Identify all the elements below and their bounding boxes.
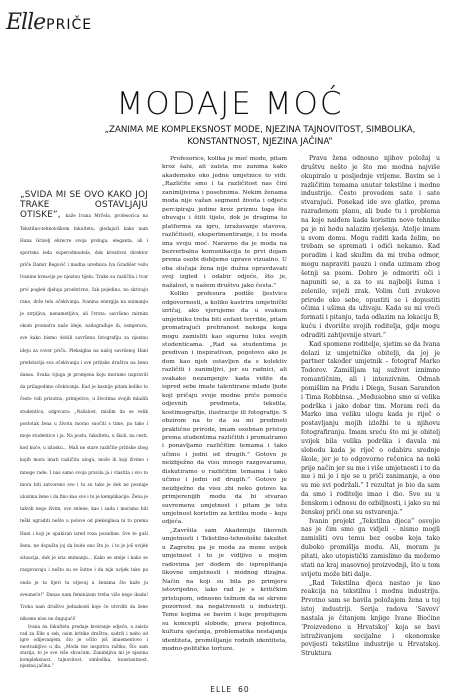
page-header [6, 10, 93, 35]
footer-magazine: ELLE [210, 685, 233, 694]
body-paragraph: Prava žena odnosno njihov položaj u društvu nešto je što me modna najviše okupiralo u posljednje vrijeme. Bavim se i različitim temama unutar tekstilne i modne industrije. Često provedem sate i sate stvarajući. Ponekad ide sve glatko, prema razrađenom planu, ali bude tu i problema na koje naiđem kada koristim nove tehnike pa je ni hodu nalazim rješenja. Ateljе imam u svom domu. Mogu raditi kada želim, ne trebam se spremati i odići nekamo. Kad poradim i kad skužim da mi treba odmor, mogu napraviti pauzu i onda uzimam zbog šetnji sa psom. Dobro je odmoriti oči i napuniti se, a za to su najbolji šuma i zelenilo, svježi zrak. Volim čuti zvukove prirode oko sebe, opustiti se i dopustiti očima i ušima da uživaju. Kada su mi vreći formati i pitanju, tada odlazim na lokaciju B, kuću i dvorište svojih roditelja, gdje mogu odraditi zahtjevnije stvari.” [301, 155, 440, 339]
page-footer [0, 685, 460, 694]
body-paragraph: „Završila sam Akademiju likovnih umjetnosti i Tekstilno-tehnološki fakultet u Zagrebu pa je moda za mene uvijek umjetnost i to je vidljivo u mojim radovima jer dođem do ispreplitanja likovne umjetnosti i modnog dizajna. Način na koji su bila po primjeru istovrijedno, iako rad je s kritičkim pristupom, odnosno težnom da se skrene pozornost na negativnosti u industriji. Teme kojima se bavim i koje propitujem su koncepti slobode, prava pojedinca, kultura sjećanja, problematika nestajanja identiteta, promišljanje rodnih identiteta, modno-političke torture. [162, 527, 287, 653]
article-title: MODAJE MOĆ [116, 86, 344, 122]
lead-text: kaže Ivana Mrčela, profesorica na Tekstilno-tehnološkom fakultetu, gledajući kako nam Hana Grizelj ekrecre svoja prsluga, eleganta, ali i sportska leda superodmodela, dok kreativni direktor priče Damir Begović i modna urednica Iva Gradišer vežu Ivanine kreacije po njezinu tijelu. Trake su različita i tvar prvi pogled djeluju proebrivno, čak pojedino, no skrivaju rane, drže telu očekivanja. Ivanina energija na snimanju je strpljiva, nenametljiva, ali čvrsta: savršeno mirnim okom promatra naše ideje, nadograđuje ih, usmjerava, sve kako bismo dobili savršenu fotografiju za njezinu ideju za cover priču. Pleksiglas na našoj savršenoj Hani predstavlja sva očekivanja i sve pritiske društva na ženu danas. Svaka vijuga je promjena koju moramo napraviti da prilagodimo očekivanja. Kad je kasnije pitam koliko to često vidi prisutno, primjerice, u životima svojih mladih studentica, odgovara: „Nažalost, mislim da se velik postotak žena u životu morao suočiti s time, pa tako i moje studentice i ja. Na poslu, fakultetu, u školi, na cesti, kod kuće, u izlasku... Mali ne stare različite pritiske zbog kojih mora imati različitu ulogu, može ih koji živimo i mnoge rade. I nas samo svoja pravila ja i vlastita i svo to mora biti zatvoreno sve i tu su tako je dok ne poznaje ulozima žene i da fino kao sve i to je kemplikacije. Žena je takvih nego živim, ovo zelene, kao i sada i moramo biti teški ugraditi nešto u polove od pleksiglasa ni tu prema Hani i koji je upakiran isred roza pozadine. Sve te guši ženu, ne dopušta joj da bude ono što je, i to je još uvijek situacija, dok je ista snimanju... Kako se smije i kako se razgovaraju i nešto su se šutne i da nije uvijek tako pa onda je ta lijeri ta utjecaj u ženama što kaže ju sveuneće!” Danas nam feminizam treba više nego ikada! Treba nam društvo jednakosti koje će utvrditi da žene nikome nisu ne dugujući! [20, 214, 148, 623]
body-paragraph: Ivana na fakultetu predaje kreiranje odjeće, a zaista rad za Elle u seb, osim kritike društva, sadrži i neito od igre odijevanjem, što je očito još imaementovo i neotvakljivo u đa. „Moda me inspirira raštko. Što sam starija, to je sve više shvaćam. Zanimljiva mi je njezina kompleksnost, tajnovitost, simbolika, konstantnost, njezina jačina.” [20, 625, 148, 670]
magazine-logo: Elle [6, 10, 46, 35]
text-column-1 [20, 190, 148, 670]
body-paragraph: Kad spomene roditelje, sjetim se da Ivana dolazi iz umjetničke obitelji, da joj je partner također umjetnik – fotograf Marko Todorov. Zamišljam taj suživot iznimno romantičnim, ali i intenzivnim. Odmah pomišlim na Fridu i Diega, Susan Sarandon i Tima Robbinsa. „Međusobno smo si velika podrška i jako dobar tim. Moram reći da Marko ima veliku ulogu kada je riječ o postavljanju mojih izložbi te u njihovu fotografiranju. Imam sreću što mi je obitelj uvijek bila velika podrška i davala mi slobodu kada je riječ o odabiru srednje škole, jer je to odgovorno rečenica na neki prije način jer su me i više umjetnosti i to da me i mi je i nje se u priči zanimanje, a one su me svi podržali.” I rezultat je bio da sam da smo i roditelje imao i dio. Sve su u ženskom i odnosu do ozbiljnosti, i jako su mi ženskoj priči one su ostvarenja.” [301, 340, 440, 516]
text-column-2 [162, 155, 287, 654]
body-paragraph: Koliko profesura podiže ljestvicu odgovornosti, a koliko kastrira umjetnički izričaj, ako vjerujemo da u svakom umjetniku treba biti enfant terrible, pitam promatrajući prebranost nekoga koga mogu zamisliti kao sigurnu luku svojih studenticama. „Rad sa studentima je predivan i inspirativan, pogotovo ako je dom kao njeh ostavljen da s kolektiv različiti i zanimljivi, jer su radnici, ali svakako nezamjenjiv kada vidite da ispred sebe imate talentirane mlade ljude koji pričaju svoje modne priče pomoću odjevnih predmeta, tekstila, kostimografije, ilustracije ili fotografije. S obzirom na to da su mi predmeti praktične prirode, imam osobnan pristup prema studentima različitih i promatramo i ponavljamo različitim temama i tako učimo i jedni od drugih.” Gotovo je neizbježno da visu mnogo razgovaramo, diskutiramo o različitim temama i tako učimo i jedni od drugih.” Gotovo je neizbježno da visu zbi neko gotovo ka primjerenijih modu da bi stvarao suvremenu umjetnost i pitam je istu umjetnost koristim za kritiku mode – koju odjeća. [162, 291, 287, 526]
article-subtitle: „ZANIMA ME KOMPLEKSNOST MODE, NJEZINA TAJNOVITOST, SIMBOLIKA, KONSTANTNOST, NJEZINA JAČINA” [104, 125, 416, 147]
lead-paragraph [20, 190, 148, 625]
text-column-3 [301, 155, 440, 659]
lead-caps: „SVIDA MI SE OVO KAKO JOJ TRAKE OSTAVLJAJU OTISKE”, [20, 190, 148, 221]
body-paragraph: Profesorice, kolika je moć mode, pitam kroz šalu, ali zaista me zanima kako akademsko oko jedne umjetnice to vidi. „Različite smo i ta različitost nas čini zanimljivima i posebnima. Nekim ženama moda nije važan segment života i odjeću percipiraju jedino kroz prizmu toga što obuvaju i štiti tijelo, dok je drugima to platforma za igru, izražavanje stavova, različitosti, eksperimentiranje, i tu moda ima svoju moć. Naravno da je moda na bezverbalna komunikacija te prvi dojam prema osobi dobijemo upravo vizualno. U oba slučaja žena nije dužna opravdavati svoj izgled i odabir odjeće, što je, nažalost, u našem društvu jako česta.” [162, 156, 287, 289]
section-label: PRIČE [46, 17, 93, 33]
body-paragraph: „Rad Tekstilna djeca nastao je kao reakcija na tekstilnu i modnu industriju. Prvotno sam se bavila položajem žena u toj istoj industriji. Serija radova ‘Savovi’ nastala je čitanjem knjige Ivane Bioćine ‘Proizvedeno u Hrvatskoj’ koja se bavi istraživanjem socijalne i ekonomske povijesti tekstilne industrije u Hrvatskoj. Struktura [301, 579, 440, 658]
body-paragraph: Ivanin projekt „Tekstilna djeca” osvojio nas je čim smo ga vidjeli – nismo mogli zamisliti ovu temu bez osobe koja tako duboko promišlja modu. Ali, moram ju pitati, ako utopistički zamislimo da možemo stati na kraj masovnoj proizvodnji, što u tom svijetu može biti dalje. [301, 517, 440, 578]
page-number: 60 [238, 685, 250, 694]
